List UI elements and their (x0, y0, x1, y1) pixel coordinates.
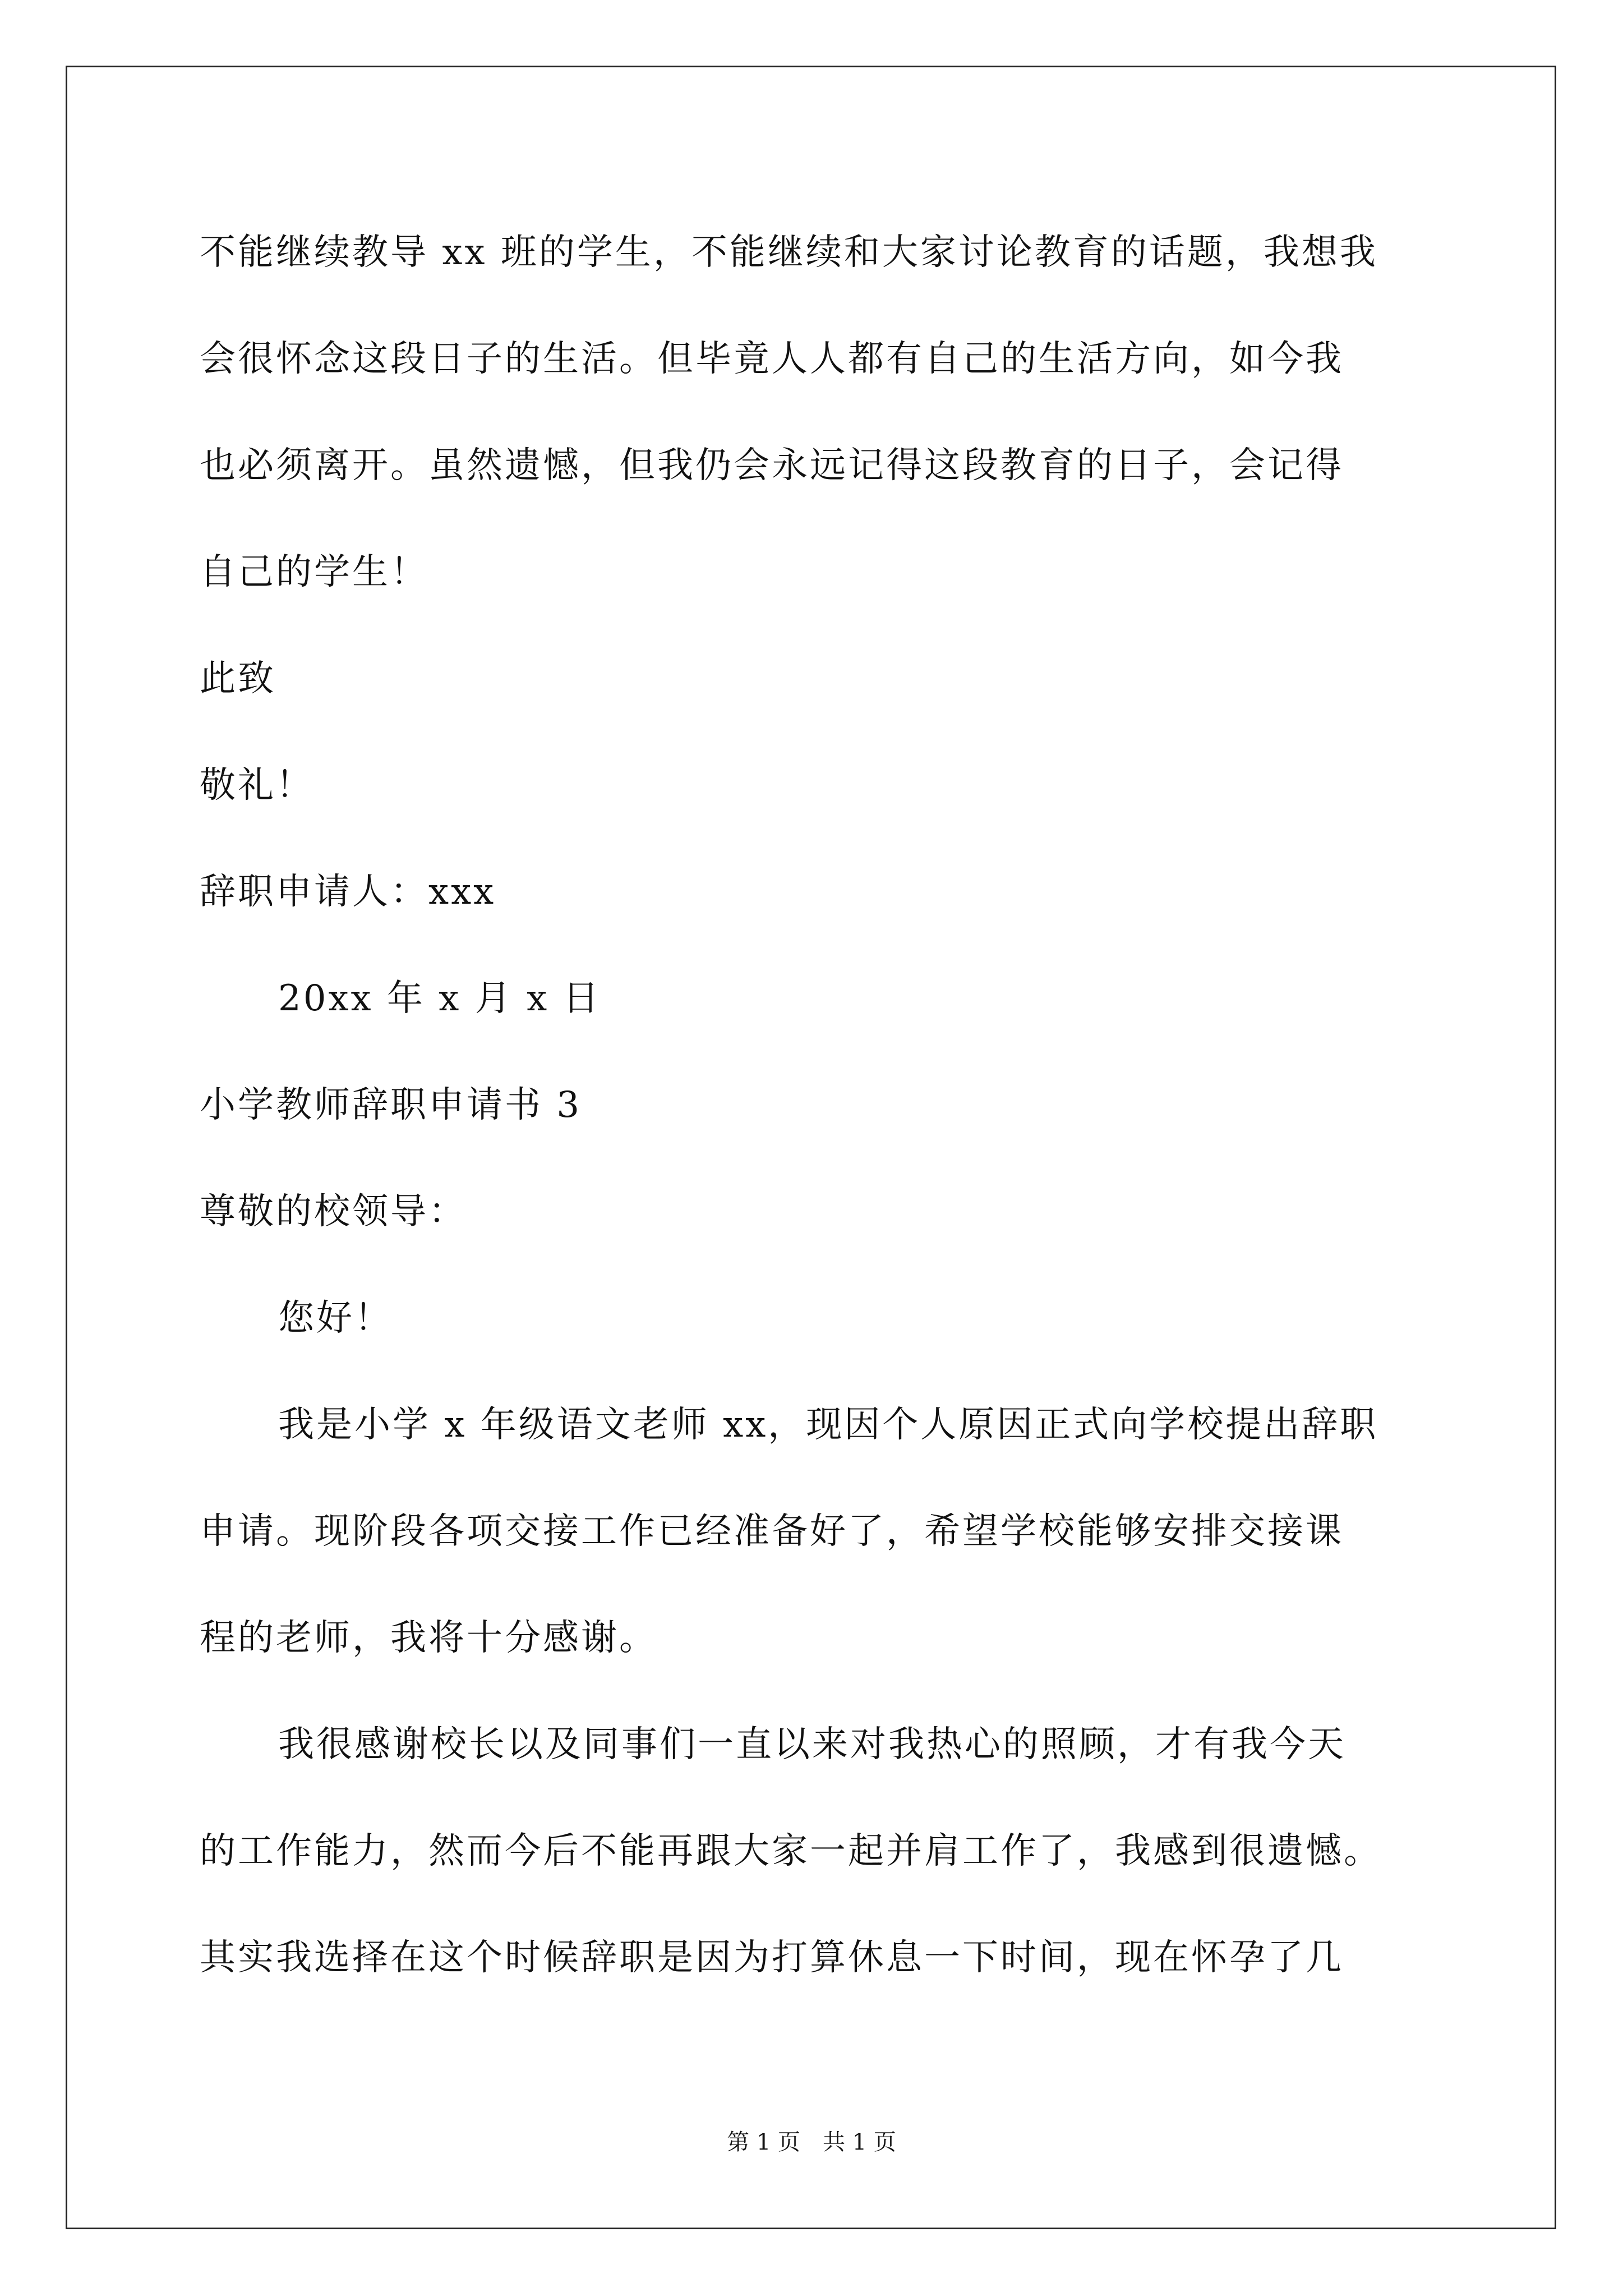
body-line: 我很感谢校长以及同事们一直以来对我热心的照顾，才有我今天 (278, 1724, 1346, 1765)
section-title: 小学教师辞职申请书 3 (200, 1084, 582, 1126)
greeting-line: 尊敬的校领导： (200, 1191, 467, 1232)
body-line: 自己的学生！ (200, 551, 428, 593)
closing-respect: 敬礼！ (200, 765, 314, 806)
body-line: 也必须离开。虽然遗憾，但我仍会永远记得这段教育的日子，会记得 (200, 445, 1344, 486)
body-line: 我是小学 x 年级语文老师 xx，现因个人原因正式向学校提出辞职 (278, 1404, 1378, 1446)
body-line: 不能继续教导 xx 班的学生，不能继续和大家讨论教育的话题，我想我 (200, 232, 1378, 273)
greeting-hello: 您好！ (278, 1297, 393, 1339)
date-line: 20xx 年 x 月 x 日 (278, 978, 601, 1019)
signature-line: 辞职申请人：xxx (200, 871, 496, 913)
body-line: 申请。现阶段各项交接工作已经准备好了，希望学校能够安排交接课 (200, 1511, 1344, 1552)
closing-salutation: 此致 (200, 658, 276, 700)
body-line: 其实我选择在这个时候辞职是因为打算休息一下时间，现在怀孕了几 (200, 1937, 1344, 1978)
body-line: 会很怀念这段日子的生活。但毕竟人人都有自己的生活方向，如今我 (200, 338, 1344, 380)
page-number-footer: 第 1 页 共 1 页 (727, 2129, 896, 2155)
page-border (66, 66, 1556, 2229)
body-line: 的工作能力，然而今后不能再跟大家一起并肩工作了，我感到很遗憾。 (200, 1830, 1382, 1872)
body-line: 程的老师，我将十分感谢。 (200, 1617, 657, 1659)
